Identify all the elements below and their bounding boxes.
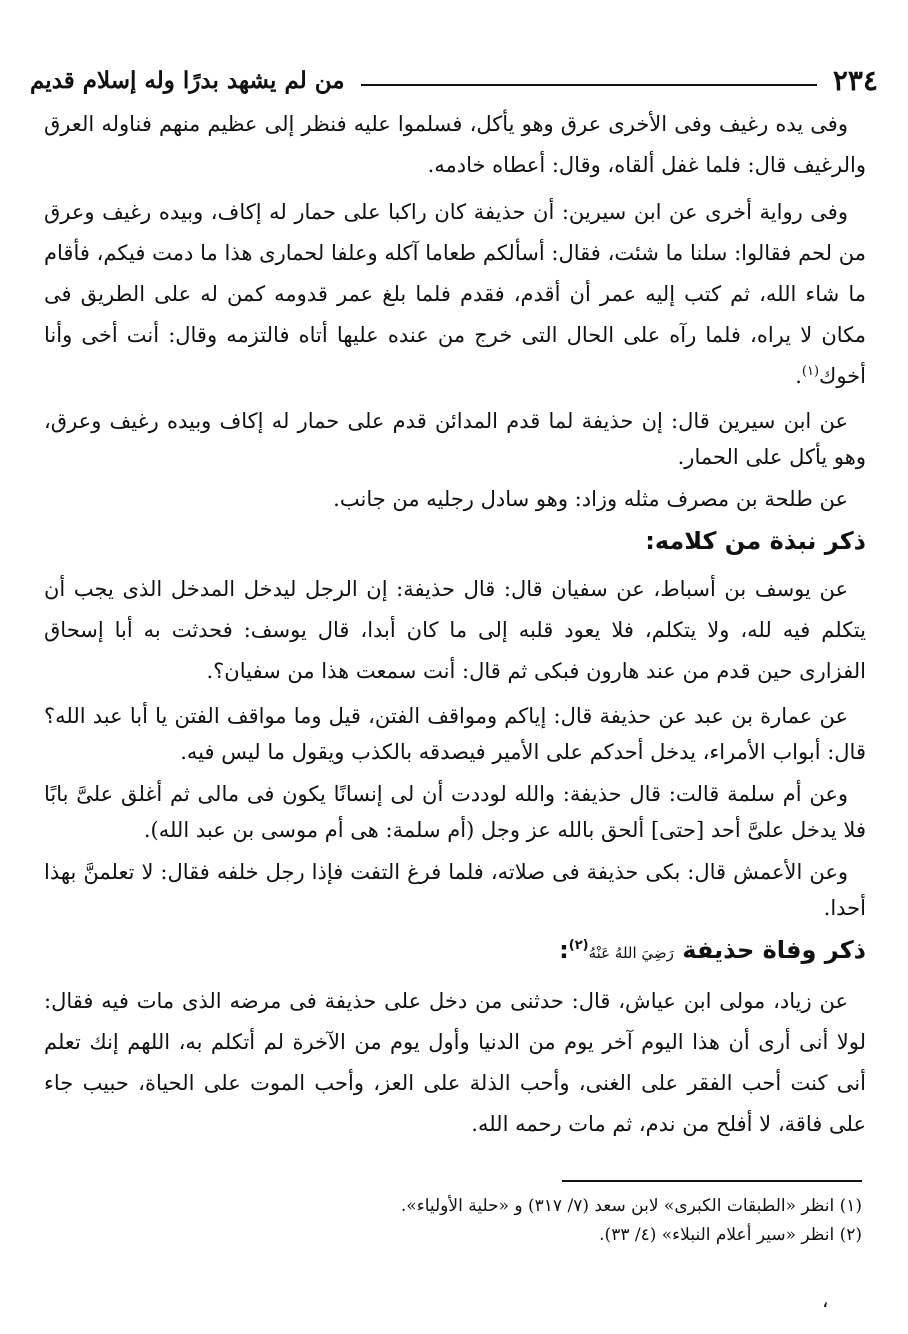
paragraph: وفى يده رغيف وفى الأخرى عرق وهو يأكل، فسلموا عليه فنظر إلى عظيم منهم فناوله العرق والرغيف قال: فلما غفل ألقاه، وقال: أعطاه خادمه. [44,112,866,177]
paragraph: وفى رواية أخرى عن ابن سيرين: أن حذيفة كان راكبا على حمار له إكاف، وبيده رغيف وعرق من لحم فقالوا: سلنا ما شئت، فقال: أسألكم طعاما آكله وعلفا لحمارى هذا ما دمت فيكم، فأقام ما شاء الله، ثم كتب إليه عمر أن أقدم، فقدم فلما بلغ عمر قدومه كمن له على الطريق فى مكان لا يراه، فلما رآه على الحال التى خرج من عنده عليها أتاه فالتزمه وقال: أنت أخى وأنا أخوك$^{(١)}$. [44,200,866,388]
stray-mark: ، [822,1288,829,1312]
footnote-ref: (٢) [568,938,589,953]
page-header [30,58,878,102]
footnote: (٢) انظر «سير أعلام النبلاء» (٤/ ٣٣). [599,1225,862,1245]
footnotes [44,1192,862,1250]
page-content [44,104,866,1151]
header-rule [361,84,817,86]
paragraph: وعن الأعمش قال: بكى حذيفة فى صلاته، فلما فرغ التفت فإذا رجل خلفه فقال: لا تعلمنَّ بهذا أحدا. [44,860,866,920]
paragraph: عن ابن سيرين قال: إن حذيفة لما قدم المدائن قدم على حمار له إكاف وبيده رغيف وعرق، وهو يأكل على الحمار. [44,409,866,469]
running-title: من لم يشهد بدرًا وله إسلام قديم [30,66,345,94]
footnote-ref: (١) [801,364,820,379]
heading-colon: : [559,936,569,964]
paragraph: عن زياد، مولى ابن عياش، قال: حدثنى من دخل على حذيفة فى مرضه الذى مات فيه فقال: لولا أنى أرى أن هذا اليوم آخر يوم من الدنيا وأول يوم من الآخرة لم أتكلم به، اللهم إنك تعلم أنى كنت أحب الفقر على الغنى، وأحب الذلة على العز، وأحب الموت على الحياة، حبيب جاء على فاقة، لا أفلح من ندم، ثم مات رحمه الله. [44,989,866,1136]
section-heading: ذكر نبذة من كلامه: [645,527,866,555]
paragraph: عن طلحة بن مصرف مثله وزاد: وهو سادل رجليه من جانب. [333,487,848,511]
paragraph-text: وفى رواية أخرى عن ابن سيرين: أن حذيفة كان راكبا على حمار له إكاف، وبيده رغيف وعرق من لحم فقالوا: سلنا ما شئت، فقال: أسألكم طعاما آكله وعلفا لحمارى هذا ما دمت فيكم، فأقام ما شاء الله، ثم كتب إليه عمر أن أقدم، فقدم فلما بلغ عمر قدومه كمن له على الطريق فى مكان لا يراه، فلما رآه على الحال التى خرج من عنده عليها أتاه فالتزمه وقال: أنت أخى وأنا أخوك [44,200,866,388]
paragraph: عن يوسف بن أسباط، عن سفيان قال: قال حذيفة: إن الرجل ليدخل المدخل الذى يجب أن يتكلم فيه لله، ولا يتكلم، فلا يعود قلبه إلى ما كان أبدا، قال يوسف: فحدثت به أبا إسحاق الفزارى حين قدم من عند هارون فبكى ثم قال: أنت سمعت هذا من سفيان؟. [44,577,866,683]
paragraph: عن عمارة بن عبد عن حذيفة قال: إياكم ومواقف الفتن، قيل وما مواقف الفتن يا أبا عبد الله؟ قال: أبواب الأمراء، يدخل أحدكم على الأمير فيصدقه بالكذب ويقول ما ليس فيه. [44,704,866,764]
paragraph: وعن أم سلمة قالت: قال حذيفة: والله لوددت أن لى إنسانًا يكون فى مالى ثم أغلق علىَّ بابًا فلا يدخل علىَّ أحد [حتى] ألحق بالله عز وجل (أم سلمة: هى أم موسى بن عبد الله). [44,782,866,842]
page-number: ٢٣٤ [832,63,878,97]
footnote: (١) انظر «الطبقات الكبرى» لابن سعد (٧/ ٣١٧) و «حلية الأولياء». [400,1196,862,1216]
section-heading-text: ذكر وفاة حذيفة [682,936,866,964]
footnote-rule [562,1180,862,1182]
honorific-glyph: رَضِيَ اللهُ عَنْهُ [588,944,674,962]
section-heading [44,932,866,971]
